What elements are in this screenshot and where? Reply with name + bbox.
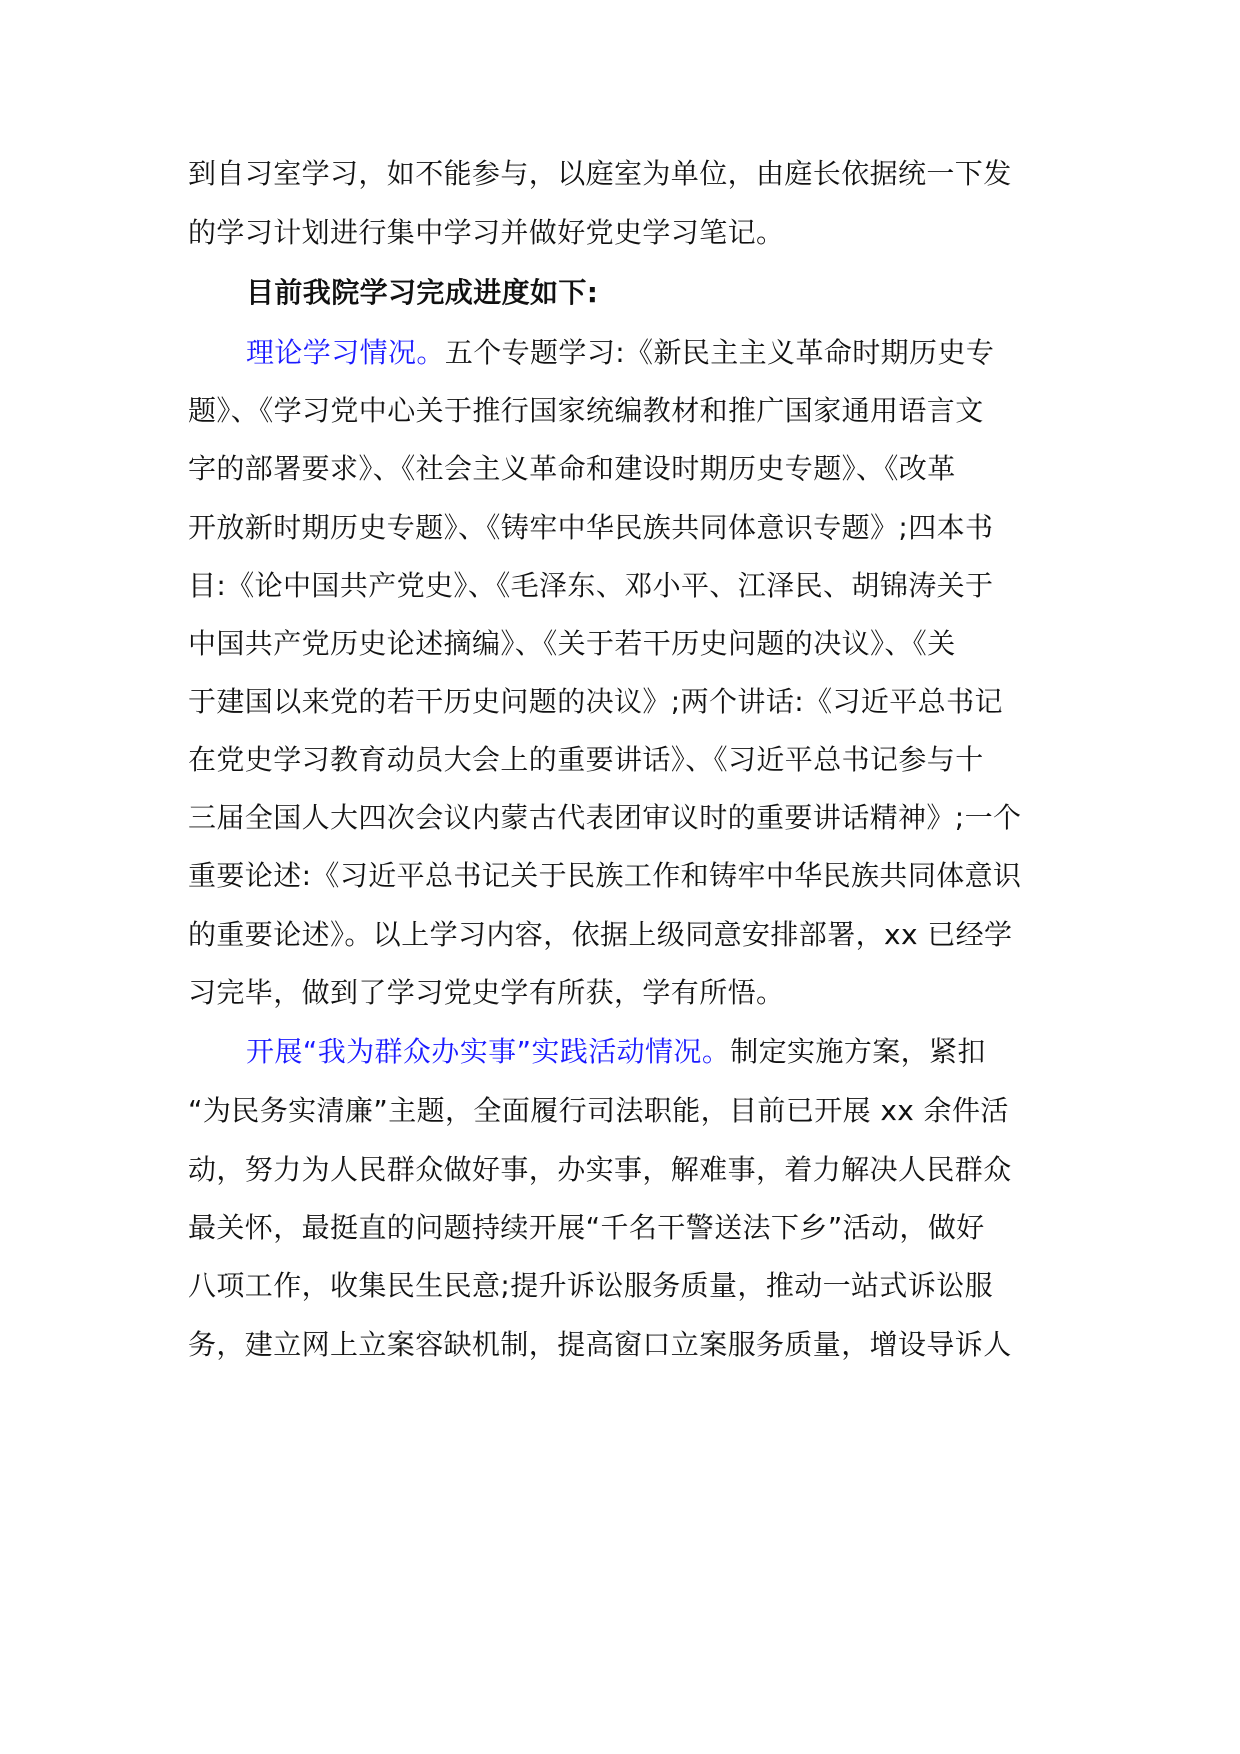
paragraph-line: 习完毕，做到了学习党史学有所获，学有所悟。 <box>188 976 785 1009</box>
paragraph-line: 开放新时期历史专题》、《铸牢中华民族共同体意识专题》;四本书 <box>188 511 994 544</box>
paragraph-line: 中国共产党历史论述摘编》、《关于若干历史问题的决议》、《关 <box>188 627 956 660</box>
paragraph-line: 八项工作，收集民生民意;提升诉讼服务质量，推动一站式诉讼服 <box>188 1269 994 1302</box>
section-heading: 目前我院学习完成进度如下: <box>246 276 599 309</box>
paragraph-line: 在党史学习教育动员大会上的重要讲话》、《习近平总书记参与十 <box>188 743 984 776</box>
paragraph-line: 务，建立网上立案容缺机制，提高窗口立案服务质量，增设导诉人 <box>188 1328 1012 1361</box>
inline-heading-practice-activity: 开展“我为群众办实事”实践活动情况。 <box>246 1035 731 1068</box>
paragraph-line: 三届全国人大四次会议内蒙古代表团审议时的重要讲话精神》;一个 <box>188 801 1022 834</box>
paragraph-line: 题》、《学习党中心关于推行国家统编教材和推广国家通用语言文 <box>188 394 984 427</box>
paragraph-line: 最关怀，最挺直的问题持续开展“千名干警送法下乡”活动，做好 <box>188 1211 985 1244</box>
paragraph-line <box>246 333 994 373</box>
paragraph-line <box>246 1032 986 1072</box>
paragraph-text: 制定实施方案，紧扣 <box>730 1035 986 1068</box>
paragraph-line: 重要论述:《习近平总书记关于民族工作和铸牢中华民族共同体意识 <box>188 859 1022 892</box>
paragraph-text: 五个专题学习:《新民主主义革命时期历史专 <box>444 336 995 369</box>
paragraph-line: 的学习计划进行集中学习并做好党史学习笔记。 <box>188 216 785 249</box>
paragraph-line: 的重要论述》。以上学习内容，依据上级同意安排部署，xx 已经学 <box>188 918 1013 951</box>
paragraph-line: 目:《论中国共产党史》、《毛泽东、邓小平、江泽民、胡锦涛关于 <box>188 569 994 602</box>
paragraph-line: “为民务实清廉”主题，全面履行司法职能，目前已开展 xx 余件活 <box>188 1094 1009 1127</box>
inline-heading-theory-study: 理论学习情况。 <box>246 336 445 369</box>
paragraph-line: 字的部署要求》、《社会主义革命和建设时期历史专题》、《改革 <box>188 452 956 485</box>
paragraph-line: 到自习室学习，如不能参与，以庭室为单位，由庭长依据统一下发 <box>188 157 1012 190</box>
paragraph-line: 动，努力为人民群众做好事，办实事，解难事，着力解决人民群众 <box>188 1153 1012 1186</box>
paragraph-line: 于建国以来党的若干历史问题的决议》;两个讲话:《习近平总书记 <box>188 685 1003 718</box>
